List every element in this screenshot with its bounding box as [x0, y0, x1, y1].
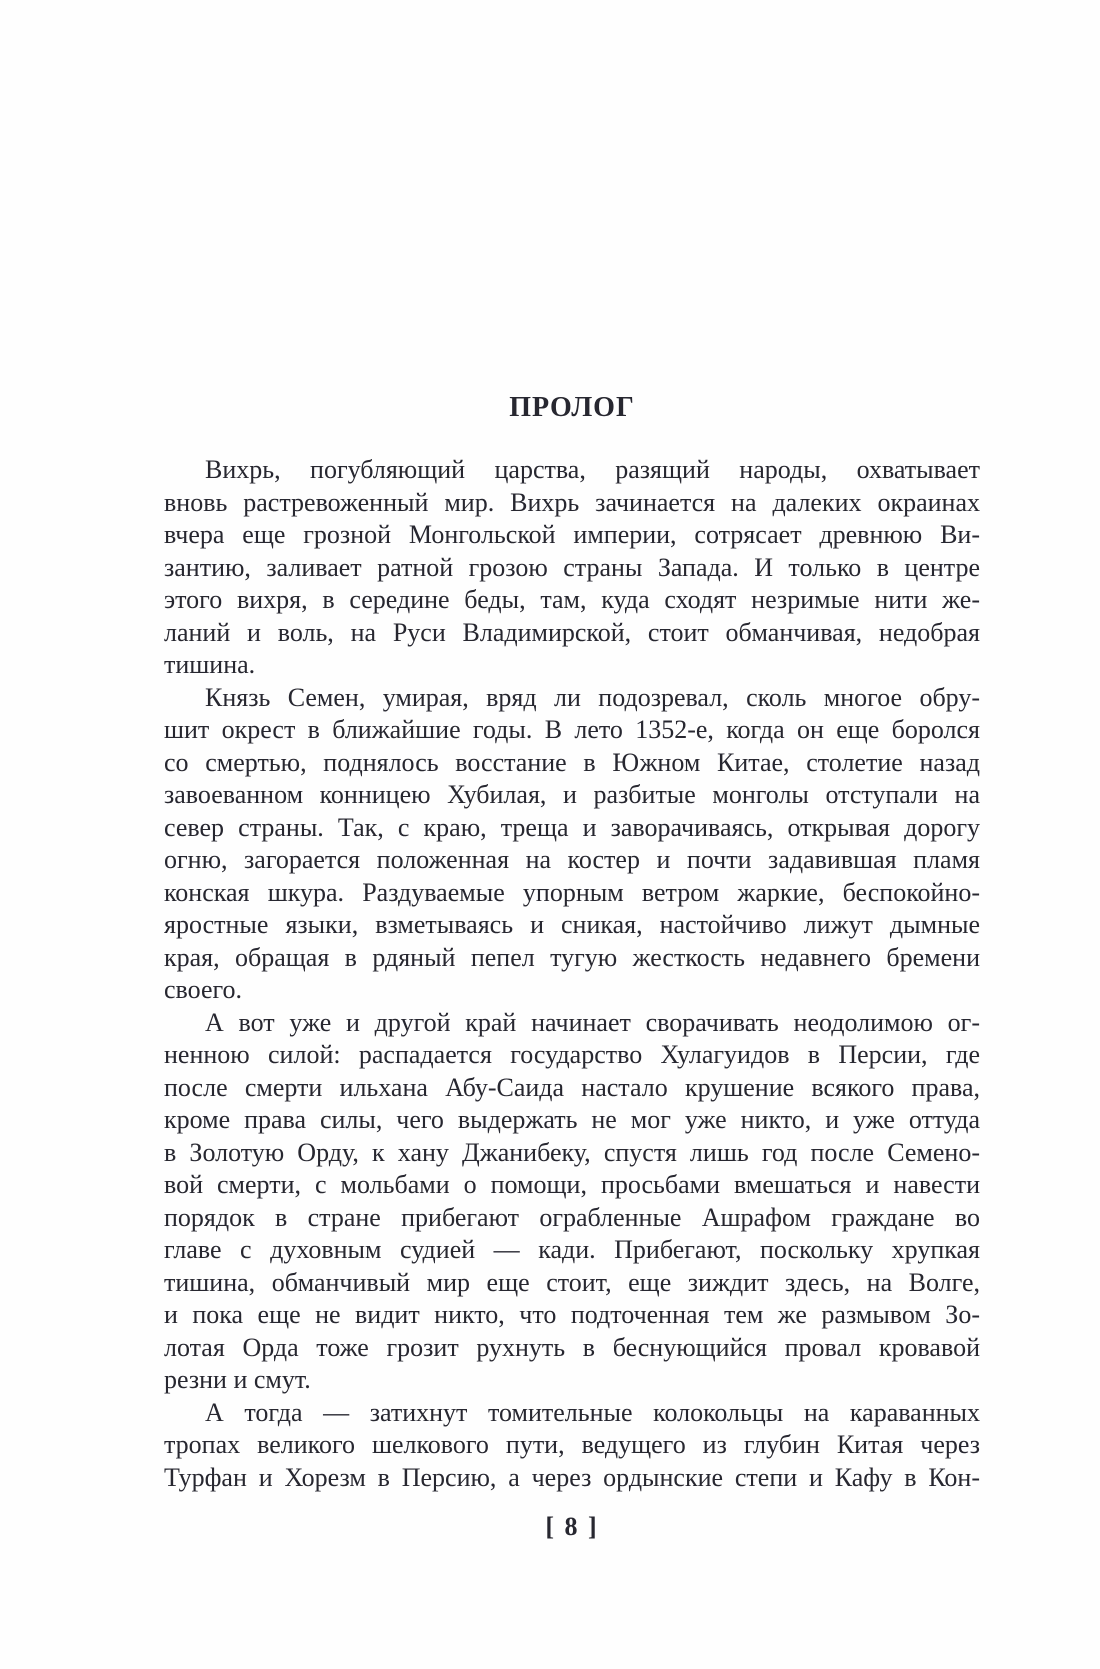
text-line: яростные языки, взметываясь и сникая, настойчиво лижут дымные — [164, 910, 980, 939]
text-line: тишина. — [164, 650, 256, 679]
text-line: вой смерти, с мольбами о помощи, просьбами вмешаться и навести — [164, 1170, 980, 1199]
paragraph — [164, 454, 980, 682]
text-line: шит окрест в ближайшие годы. В лето 1352-е, когда он еще боролся — [164, 715, 980, 744]
page-number: [ 8 ] — [545, 1512, 599, 1541]
text-line: Князь Семен, умирая, вряд ли подозревал, сколь многое обру- — [205, 682, 980, 712]
text-line: А вот уже и другой край начинает сворачивать неодолимою ог- — [205, 1007, 980, 1037]
text-line: вновь растревоженный мир. Вихрь зачинается на далеких окраинах — [164, 487, 980, 517]
text-line: зантию, заливает ратной грозою страны Запада. И только в центре — [164, 552, 980, 582]
paragraph — [164, 682, 980, 1007]
text-line: тропах великого шелкового пути, ведущего из глубин Китая через — [164, 1430, 980, 1459]
text-line: тишина, обманчивый мир еще стоит, еще зиждит здесь, на Волге, — [164, 1267, 980, 1297]
text-line: кроме права силы, чего выдержать не мог уже никто, и уже оттуда — [164, 1105, 980, 1134]
text-line: порядок в стране прибегают ограбленные Ашрафом граждане во — [164, 1202, 980, 1232]
text-line: ланий и воль, на Руси Владимирской, стоит обманчивая, недобрая — [164, 617, 980, 647]
text-line: ненною силой: распадается государство Хулагуидов в Персии, где — [164, 1040, 980, 1069]
text-line: вчера еще грозной Монгольской империи, сотрясает древнюю Ви- — [164, 520, 980, 549]
text-line: и пока еще не видит никто, что подточенная тем же размывом Зо- — [164, 1300, 980, 1329]
chapter-title: ПРОЛОГ — [509, 392, 635, 423]
text-line: Турфан и Хорезм в Персию, а через ордынские степи и Кафу в Кон- — [164, 1462, 980, 1492]
text-line: север страны. Так, с краю, треща и заворачиваясь, открывая дорогу — [164, 812, 980, 842]
text-line: со смертью, поднялось восстание в Южном Китае, столетие назад — [164, 747, 980, 777]
text-line: края, обращая в рдяный пепел тугую жесткость недавнего бремени — [164, 942, 980, 972]
paragraph — [164, 1007, 980, 1397]
text-line: А тогда — затихнут томительные колокольцы на караванных — [205, 1397, 980, 1427]
text-line: главе с духовным судией — кади. Прибегают, поскольку хрупкая — [164, 1235, 980, 1264]
text-block — [164, 454, 980, 1494]
text-line: резни и смут. — [164, 1365, 311, 1394]
text-line: этого вихря, в середине беды, там, куда сходят незримые нити же- — [164, 585, 980, 614]
text-line: завоеванном конницею Хубилая, и разбитые монголы отступали на — [164, 780, 980, 809]
text-line: своего. — [164, 975, 243, 1004]
text-line: Вихрь, погубляющий царства, разящий народы, охватывает — [205, 455, 980, 484]
text-line: после смерти ильхана Абу-Саида настало крушение всякого права, — [164, 1072, 980, 1102]
text-line: огню, загорается положенная на костер и почти задавившая пламя — [164, 845, 980, 874]
text-line: конская шкура. Раздуваемые упорным ветром жаркие, беспокойно- — [164, 877, 980, 907]
text-line: лотая Орда тоже грозит рухнуть в беснующийся провал кровавой — [164, 1332, 980, 1362]
text-line: в Золотую Орду, к хану Джанибеку, спустя лишь год после Семено- — [164, 1137, 980, 1167]
paragraph — [164, 1397, 980, 1495]
